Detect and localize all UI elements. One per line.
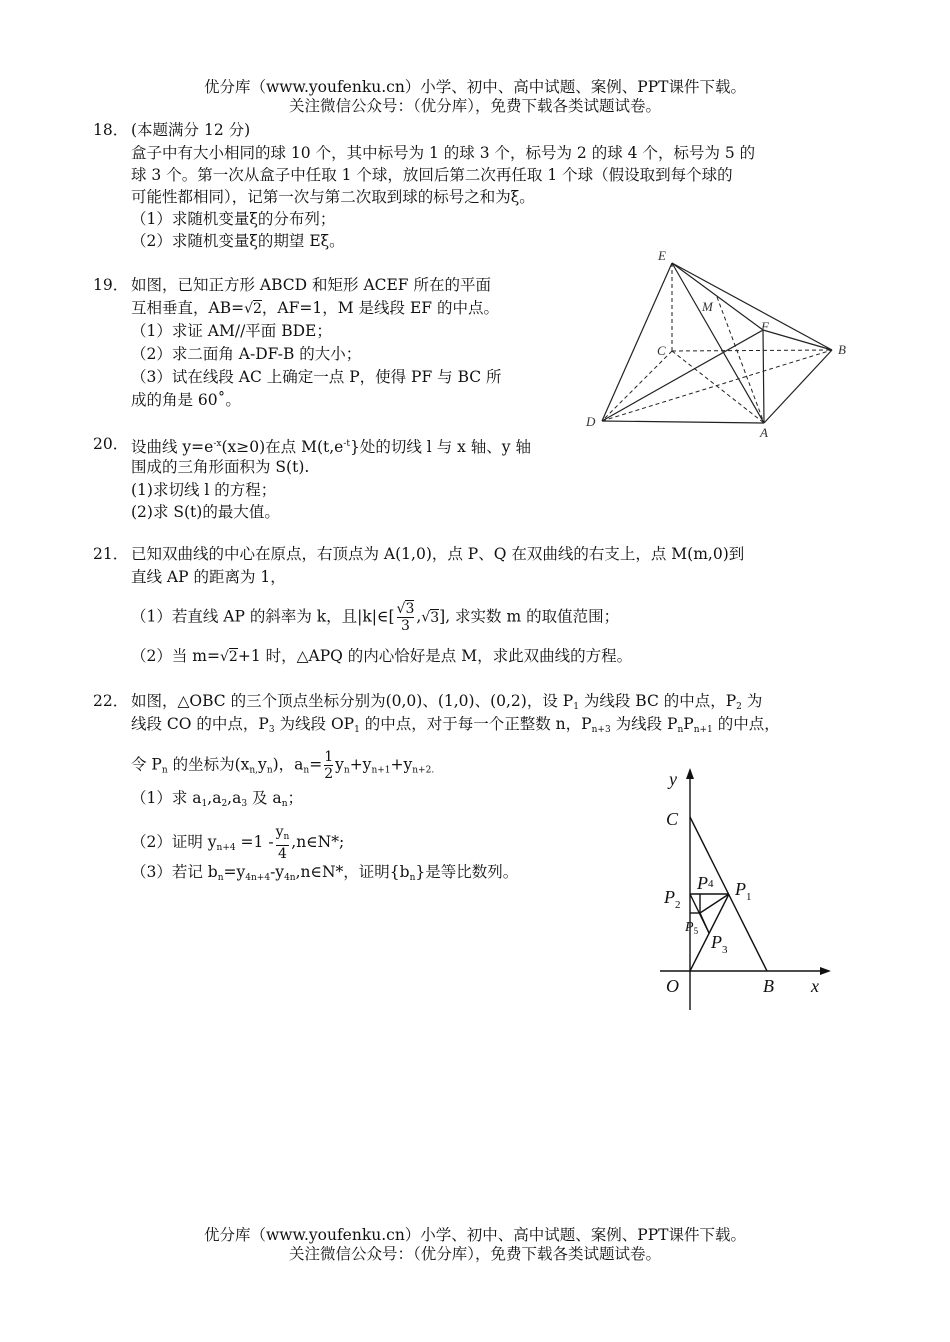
q18-part-1: （1）求随机变量ξ的分布列；	[131, 210, 336, 228]
edge-EA	[672, 263, 764, 423]
q19-line-1: 如图，已知正方形 ABCD 和矩形 ACEF 所在的平面	[131, 276, 491, 294]
label-M: M	[702, 299, 713, 314]
label-P3: $P_3$	[711, 932, 728, 956]
edge-DB	[602, 350, 832, 421]
q22-line-2: 线段 CO 的中点，$P_3$ 为线段 $OP_1$ 的中点，对于每一个正整数 n，$P_{n+3}$ 为线段 $P_nP_{n+1}$ 的中点，	[131, 715, 780, 735]
q19-part-1: （1）求证 AM//平面 BDE；	[131, 322, 332, 340]
q20-part-1: (1)求切线 l 的方程；	[131, 481, 277, 499]
q22-coordinate-figure	[655, 765, 840, 1015]
q21-part-2: （2）当 m=√2+1 时，△APQ 的内心恰好是点 M，求此双曲线的方程。	[131, 647, 633, 665]
header-line-2: 关注微信公众号：（优分库），免费下载各类试题试卷。	[288, 97, 661, 115]
label-C: C	[657, 343, 666, 358]
label-D: D	[586, 414, 596, 429]
label-y: y	[669, 769, 677, 789]
edge-CA	[672, 351, 764, 423]
q21-part-1: （1）若直线 AP 的斜率为 k，且|k|∈[ $\frac{√3}{3}$ ,√3], 求实数 m 的取值范围；	[131, 601, 620, 634]
q22-part-2: （2）证明 $y_{n+4} =1$ - $\frac{y_n}{4}$ ,n∈N*;	[131, 824, 345, 862]
label-P5: $P_5$	[685, 920, 699, 936]
label-B: B	[838, 342, 846, 357]
label-x: x	[811, 976, 819, 996]
footer-line-1: 优分库（www.youfenku.cn）小学、初中、高中试题、案例、PPT课件下载。	[203, 1226, 747, 1244]
q18-line-2: 球 3 个。第一次从盒子中任取 1 个球，放回后第二次再任取 1 个球（假设取到每个球的	[131, 166, 733, 184]
label-P4: P4	[697, 873, 714, 893]
q22-line-1: 如图，△OBC 的三个顶点坐标分别为(0,0)、(1,0)、(0,2)，设 $P_1$ 为线段 BC 的中点，$P_2$ 为	[131, 692, 763, 712]
q18-part-2: （2）求随机变量ξ的期望 Eξ。	[131, 232, 345, 250]
q19-line-2: 互相垂直，AB=√2，AF=1，M 是线段 EF 的中点。	[131, 299, 499, 317]
footer-line-2: 关注微信公众号：（优分库），免费下载各类试题试卷。	[288, 1245, 661, 1263]
y-axis-arrow	[686, 768, 694, 779]
q20-part-2: (2)求 S(t)的最大值。	[131, 503, 280, 521]
q22-part-3: （3）若记 $b_n=y_{4n+4}-y_{4n},n\in N*$，证明$\{b_n\}$是等比数列。	[131, 863, 519, 883]
x-axis-arrow	[820, 967, 831, 975]
label-C: C	[666, 809, 679, 829]
q21-number: 21．	[93, 545, 129, 563]
q22-number: 22．	[93, 692, 129, 710]
header-line-1: 优分库（www.youfenku.cn）小学、初中、高中试题、案例、PPT课件下载。	[203, 78, 747, 96]
q21-line-1: 已知双曲线的中心在原点，右顶点为 A(1,0)，点 P、Q 在双曲线的右支上，点 M(m,0)到	[131, 545, 745, 563]
label-E: E	[658, 248, 666, 263]
q19-part-2: （2）求二面角 A-DF-B 的大小；	[131, 345, 362, 363]
edge-DF	[602, 330, 763, 421]
q19-part-3b: 成的角是 60˚。	[131, 391, 241, 409]
q18-line-3: 可能性都相同），记第一次与第二次取到球的标号之和为ξ。	[131, 188, 535, 206]
q19-number: 19．	[93, 276, 129, 294]
edge-EF	[672, 263, 763, 330]
edge-CB	[672, 350, 832, 351]
q22-part-1: （1）求 $a_1,a_2,a_3$ 及 $a_n$；	[131, 789, 303, 809]
label-F: F	[761, 319, 769, 334]
label-A: A	[760, 425, 768, 440]
label-O: O	[666, 976, 679, 996]
edge-ED	[602, 263, 672, 421]
q20-line-1: 设曲线 $y=e^{-x}(x\ge 0)$在点 $M(t,e^{-t}\}$处的切线 l 与 x 轴、y 轴	[131, 438, 531, 456]
label-B: B	[763, 976, 774, 996]
q21-line-2: 直线 AP 的距离为 1，	[131, 568, 286, 586]
label-P2: $P_2$	[664, 887, 681, 911]
q20-line-2: 围成的三角形面积为 S(t).	[131, 458, 310, 476]
q18-line-1: 盒子中有大小相同的球 10 个，其中标号为 1 的球 3 个，标号为 2 的球 4 个，标号为 5 的	[131, 144, 756, 162]
q18-number: 18．	[93, 121, 129, 139]
q19-geometry-figure	[580, 245, 850, 445]
label-P1: $P_1$	[735, 879, 752, 903]
edge-EB	[672, 263, 832, 350]
q19-part-3: （3）试在线段 AC 上确定一点 P，使得 PF 与 BC 所	[131, 368, 502, 386]
q18-title: (本题满分 12 分)	[131, 121, 251, 139]
edge-FB	[763, 330, 832, 350]
edge-DA	[602, 421, 764, 423]
q20-number: 20．	[93, 435, 129, 453]
q22-line-3: 令 $P_n$ 的坐标为$(x_{n,}y_n)$，$a_n=$ $\frac{1}{2}$ $y_n+y_{n+1}+y_{n+2.}$	[131, 749, 435, 782]
edge-FA	[763, 330, 764, 423]
segment-P5P3	[700, 913, 709, 933]
